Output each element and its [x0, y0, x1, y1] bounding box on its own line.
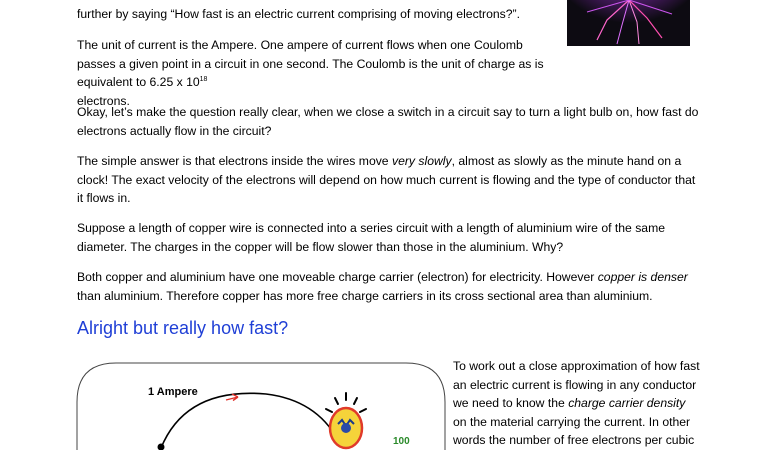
exponent: 18 [199, 76, 208, 84]
text: passes a given point in a circuit in one second. The Coulomb is the unit of charge as is equivalent to 6.25 x 10 [77, 56, 544, 90]
paragraph-copper-aluminium [77, 268, 688, 305]
text: on the material carrying the current. In other [453, 414, 691, 429]
text: we need to know the [453, 396, 569, 411]
plasma-ball-image [567, 0, 690, 46]
text: electrons actually flow in the circuit? [77, 123, 272, 138]
emphasis: copper is denser [597, 270, 688, 284]
paragraph-question [77, 103, 698, 140]
text: than aluminium. Therefore copper has more free charge carriers in its cross sectional area than aluminium. [77, 288, 653, 303]
text: Suppose a length of copper wire is connected into a series circuit with a length of aluminium wire of the same [77, 221, 666, 235]
text: To work out a close approximation of how fast [453, 359, 700, 373]
paragraph-intro-end [77, 5, 520, 24]
text: electrons. [77, 93, 130, 108]
paragraph-suppose [77, 219, 665, 256]
text: an electric current is flowing in any conductor [453, 377, 697, 392]
current-label: 1 Ampere [148, 386, 198, 398]
text: it flows in. [77, 191, 131, 206]
text: further by saying “How fast is an electric current comprising of moving electrons?”. [77, 7, 520, 21]
emphasis: very slowly [391, 154, 452, 168]
emphasis: charge carrier density [568, 396, 686, 411]
text: , almost as slowly as the minute hand on a [451, 154, 682, 168]
text: Both copper and aluminium have one moveable charge carrier (electron) for electricity. However [77, 270, 598, 284]
paragraph-how-fast [453, 357, 713, 450]
section-heading: Alright but really how fast? [77, 318, 289, 338]
text: words the number of free electrons per cubic [453, 433, 695, 448]
text: clock! The exact velocity of the electrons will depend on how much current is flowing and the type of conductor that [77, 172, 696, 187]
paragraph-unit-of-current [77, 36, 547, 110]
text: Okay, let’s make the question really clear, when we close a switch in a circuit say to turn a light bulb on, how fast do [77, 105, 699, 119]
text: The simple answer is that electrons inside the wires move [77, 154, 392, 168]
bulb-value-label: 100 [393, 436, 410, 447]
light-bulb-icon [326, 393, 366, 448]
text: diameter. The charges in the copper will be flow slower than those in the aluminium. Why? [77, 239, 564, 254]
circuit-diagram [76, 362, 446, 450]
text: The unit of current is the Ampere. One ampere of current flows when one Coulomb [77, 38, 523, 52]
paragraph-simple-answer [77, 152, 695, 208]
